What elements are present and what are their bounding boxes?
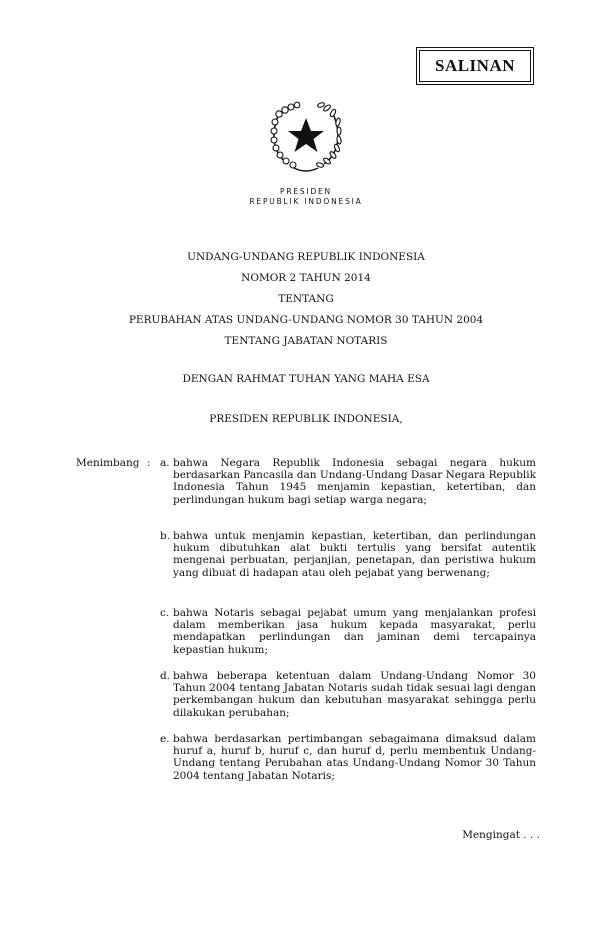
heading-law-number: NOMOR 2 TAHUN 2014 xyxy=(241,272,371,284)
menimbang-label: Menimbang xyxy=(76,457,140,469)
menimbang-item xyxy=(160,670,536,719)
president-line: PRESIDEN REPUBLIK INDONESIA, xyxy=(209,413,403,425)
heading-law-title: UNDANG-UNDANG REPUBLIK INDONESIA xyxy=(187,251,425,263)
item-text: bahwa Negara Republik Indonesia sebagai negara hukum berdasarkan Pancasila dan Undang-Undang Dasar Negara Republik Indonesia Tahun 1945 menjamin kepastian, ketertiban, dan perlindungan hukum bagi setiap warga negara; xyxy=(173,457,536,506)
menimbang-item xyxy=(160,607,536,656)
blessing-line: DENGAN RAHMAT TUHAN YANG MAHA ESA xyxy=(182,373,430,385)
item-text: bahwa beberapa ketentuan dalam Undang-Undang Nomor 30 Tahun 2004 tentang Jabatan Notaris sudah tidak sesuai lagi dengan perkembangan hukum dan kebutuhan masyarakat sehingga perlu dilakukan perubahan; xyxy=(173,670,536,719)
menimbang-item xyxy=(160,530,536,579)
menimbang-colon: : xyxy=(147,457,151,469)
item-letter: c. xyxy=(160,607,170,619)
office-line-president: PRESIDEN xyxy=(280,187,332,196)
office-line-republic: REPUBLIK INDONESIA xyxy=(249,197,363,206)
heading-subject: PERUBAHAN ATAS UNDANG-UNDANG NOMOR 30 TAHUN 2004 xyxy=(128,314,484,326)
item-letter: a. xyxy=(160,457,170,469)
item-text: bahwa untuk menjamin kepastian, ketertiban, dan perlindungan hukum dibutuhkan alat bukti tertulis yang bersifat autentik mengenai perbuatan, perjanjian, penetapan, dan peristiwa hukum yang dibuat di hadapan atau oleh pejabat yang berwenang; xyxy=(173,530,536,579)
item-letter: d. xyxy=(160,670,171,682)
heading-subject-continued: TENTANG JABATAN NOTARIS xyxy=(224,335,388,347)
item-letter: e. xyxy=(160,733,170,745)
menimbang-item xyxy=(160,457,536,506)
next-page-catchword: Mengingat . . . xyxy=(462,829,540,841)
item-text: bahwa berdasarkan pertimbangan sebagaimana dimaksud dalam huruf a, huruf b, huruf c, dan huruf d, perlu membentuk Undang-Undang tentang Perubahan atas Undang-Undang Nomor 30 Tahun 2004 tentang Jabatan Notaris; xyxy=(173,733,536,782)
heading-tentang: TENTANG xyxy=(278,293,334,305)
item-text: bahwa Notaris sebagai pejabat umum yang menjalankan profesi dalam memberikan jasa hukum kepada masyarakat, perlu mendapatkan perlindungan dan jaminan demi tercapainya kepastian hukum; xyxy=(173,607,536,656)
salinan-stamp: SALINAN xyxy=(419,50,531,82)
item-letter: b. xyxy=(160,530,171,542)
menimbang-item xyxy=(160,733,536,782)
garuda-star-emblem-icon xyxy=(266,98,346,176)
